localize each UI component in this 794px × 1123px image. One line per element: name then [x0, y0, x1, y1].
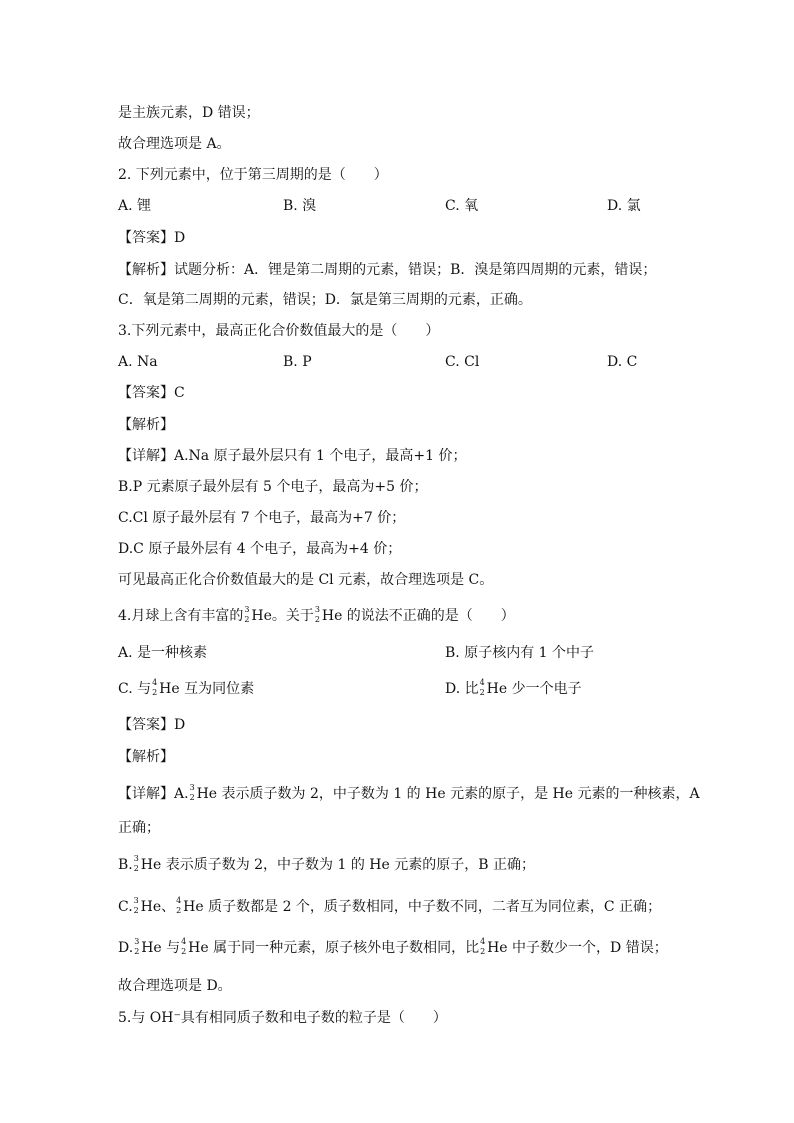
- analysis-heading: 【解析】: [118, 417, 174, 433]
- analysis: 【解析】试题分析：A．锂是第二周期的元素，错误；B．溴是第四周期的元素，错误；: [118, 262, 657, 278]
- analysis: D.C 原子最外层有 4 个电子，最高为+4 价；: [118, 541, 402, 557]
- question-4: [118, 606, 515, 626]
- analysis: 可见最高正化合价数值最大的是 Cl 元素，故合理选项是 C。: [118, 572, 494, 588]
- option-d: D. 氯: [607, 198, 641, 214]
- answer: 【答案】C: [118, 385, 185, 401]
- analysis: 【详解】A.Na 原子最外层只有 1 个电子，最高+1 价；: [118, 448, 467, 464]
- analysis: 正确；: [118, 820, 160, 836]
- isotope-he3: 3 2: [244, 605, 250, 624]
- analysis: C. 3 2 He、 4 2 He 质子数都是 2 个，质子数相同，中子数不同，二者互为同位素，C 正确；: [118, 896, 662, 915]
- question-5: 5.与 OH⁻具有相同质子数和电子数的粒子是（ ）: [118, 1010, 447, 1026]
- analysis: 故合理选项是 D。: [118, 978, 232, 994]
- answer: 【答案】D: [118, 717, 186, 733]
- isotope-he4: 4 2: [181, 937, 187, 956]
- analysis: C．氧是第二周期的元素，错误；D．氯是第三周期的元素，正确。: [118, 292, 532, 308]
- question-3: 3.下列元素中，最高正化合价数值最大的是（ ）: [118, 323, 440, 339]
- isotope-he4: 4 2: [479, 678, 485, 697]
- isotope-he3: 3 2: [314, 605, 320, 624]
- option-d: D. C: [607, 354, 638, 370]
- analysis: C.Cl 原子最外层有 7 个电子，最高为+7 价；: [118, 510, 406, 526]
- text-line: 是主族元素，D 错误；: [118, 105, 260, 121]
- isotope-he4: 4 2: [176, 896, 182, 915]
- analysis-heading: 【解析】: [118, 749, 174, 765]
- option-b: B. 溴: [283, 198, 317, 214]
- analysis: D. 3 2 He 与 4 2 He 属于同一种元素，原子核外电子数相同，比 4 2 He 中子数少一个，D 错误；: [118, 937, 668, 956]
- option-c: C. Cl: [445, 354, 480, 370]
- option-c: C. 氧: [445, 198, 479, 214]
- option-c: C. 与 4 2 He 互为同位素: [118, 678, 255, 697]
- text: He 的说法不正确的是（ ）: [321, 608, 515, 624]
- option-d: D. 比 4 2 He 少一个电子: [445, 678, 582, 697]
- isotope-he4: 4 2: [152, 678, 158, 697]
- isotope-he4: 4 2: [480, 937, 486, 956]
- isotope-he3: 3 2: [189, 783, 195, 802]
- option-b: B. P: [283, 354, 312, 370]
- option-a: A. Na: [118, 354, 158, 370]
- analysis: B.P 元素原子最外层有 5 个电子，最高为+5 价；: [118, 479, 428, 495]
- question-2: 2. 下列元素中，位于第三周期的是（ ）: [118, 167, 388, 183]
- text: 4.月球上含有丰富的: [118, 608, 244, 624]
- analysis: 【详解】A. 3 2 He 表示质子数为 2，中子数为 1 的 He 元素的原子，是 He 元素的一种核素，A: [118, 783, 700, 802]
- option-a: A. 锂: [118, 198, 152, 214]
- isotope-he3: 3 2: [134, 937, 140, 956]
- answer: 【答案】D: [118, 230, 186, 246]
- text: He。关于: [251, 608, 314, 624]
- option-a: A. 是一种核素: [118, 645, 208, 661]
- analysis: B. 3 2 He 表示质子数为 2，中子数为 1 的 He 元素的原子，B 正确；: [118, 854, 535, 873]
- isotope-he3: 3 2: [133, 854, 139, 873]
- option-b: B. 原子核内有 1 个中子: [445, 645, 594, 661]
- isotope-he3: 3 2: [133, 896, 139, 915]
- text-line: 故合理选项是 A。: [118, 136, 231, 152]
